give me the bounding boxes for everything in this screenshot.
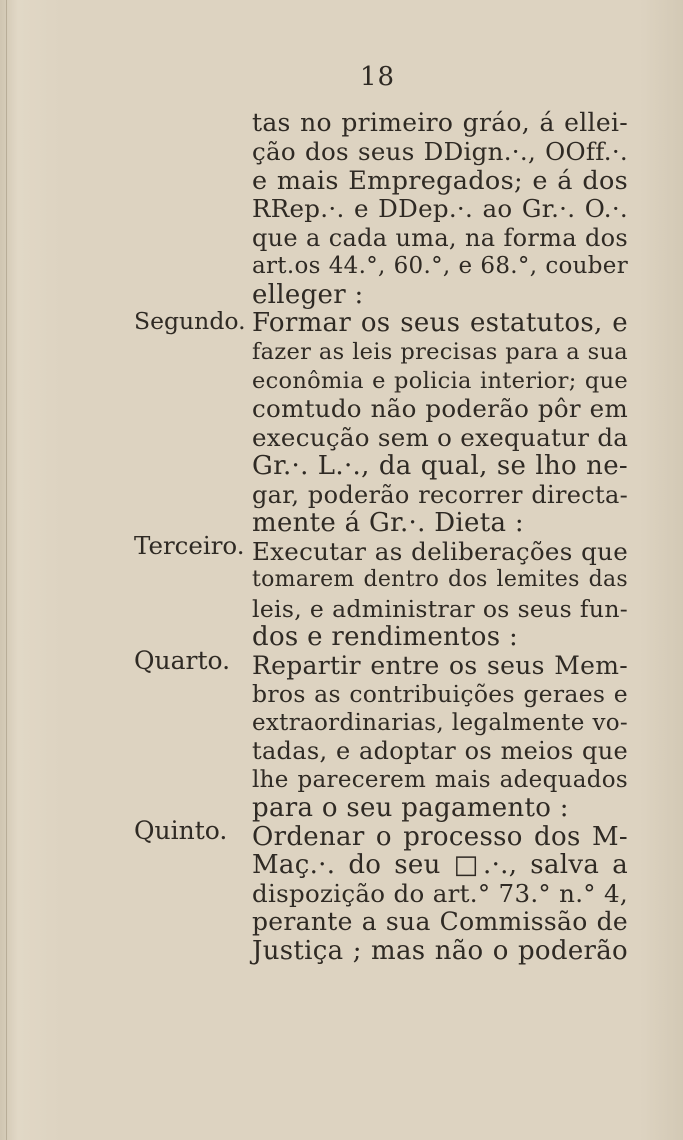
text-line: Formar os seus estatutos, e [252,308,628,338]
text-line: bros as contribuições geraes e [252,680,628,708]
text-line: Executar as deliberações que [252,537,628,566]
text-line: Maç.·. do seu □.·., salva a [252,850,628,880]
text-line: comtudo não poderão pôr em [252,394,628,423]
text-line: perante a sua Commissão de [252,907,628,936]
text-line: dos e rendimentos : [252,622,519,652]
text-line: Gr.·. L.·., da qual, se lho ne- [252,451,628,481]
text-line: art.os 44.°, 60.°, e 68.°, couber [252,253,628,279]
text-line: Ordenar o processo dos M- [252,822,628,852]
text-line: Justiça ; mas não o poderão [252,936,628,966]
page-number: 18 [360,62,396,92]
text-line: e mais Empregados; e á dos [252,166,628,196]
text-line: lhe parecerem mais adequados [252,767,628,793]
page-edge-shadow [6,0,7,1140]
text-line: econômia e policia interior; que [252,368,628,394]
text-line: para o seu pagamento : [252,793,569,823]
text-line: extraordinarias, legalmente vo- [252,710,628,736]
text-line: RRep.·. e DDep.·. ao Gr.·. O.·. [252,194,628,223]
text-line: tadas, e adoptar os meios que [252,737,628,765]
text-line: mente á Gr.·. Dieta : [252,508,524,538]
margin-note-quinto: Quinto. [134,816,228,845]
text-line: tas no primeiro gráo, á ellei- [252,108,628,137]
text-line: gar, poderão recorrer directa- [252,481,628,509]
margin-note-segundo: Segundo. [134,307,246,335]
text-line: tomarem dentro dos lemites das [252,567,628,592]
margin-note-quarto: Quarto. [134,646,231,675]
text-line: fazer as leis precisas para a sua [252,339,628,365]
text-line: dispozição do art.° 73.° n.° 4, [252,879,628,908]
text-line: Repartir entre os seus Mem- [252,651,628,680]
text-line: que a cada uma, na forma dos [252,224,628,252]
text-line: leis, e administrar os seus fun- [252,595,628,623]
text-line: execução sem o exequatur da [252,423,629,452]
text-line: elleger : [252,280,364,310]
margin-note-terceiro: Terceiro. [134,531,245,560]
text-line: ção dos seus DDign.·., OOff.·. [252,137,628,166]
